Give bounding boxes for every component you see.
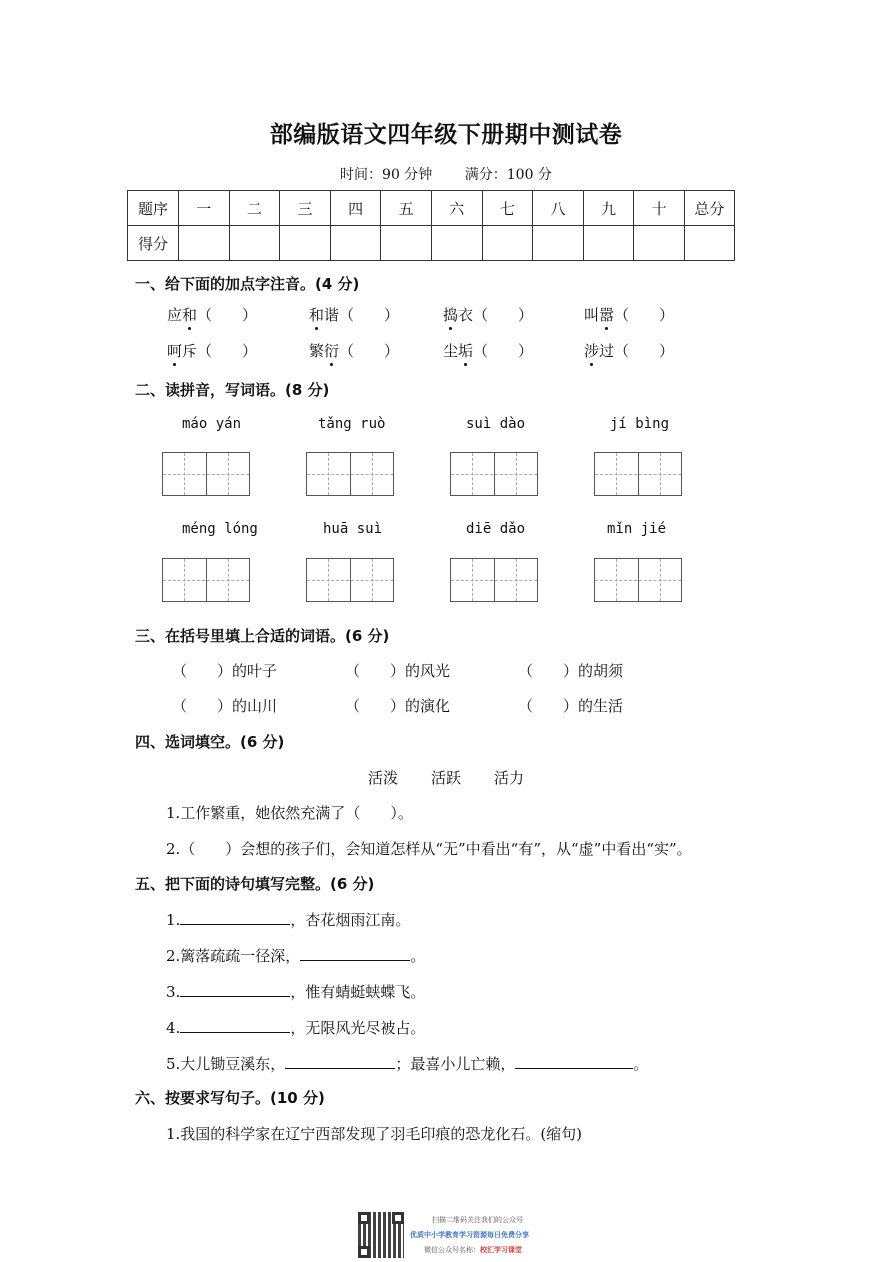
score-cell[interactable] [330,226,381,261]
pinyin-annotation-item[interactable]: 应和（ ） [167,306,258,324]
poem-line: 2.篱落疏疏一径深， 。 [166,947,426,965]
tianzige-box[interactable] [162,558,250,602]
question-text: 1.工作繁重，她依然充满了（ ）。 [166,804,413,822]
dotted-character: 和 [309,306,325,324]
tianzige-box[interactable] [306,558,394,602]
dotted-character: 涉 [584,342,600,360]
fill-phrase[interactable]: （ ）的生活 [518,697,624,715]
dotted-character: 垢 [458,342,474,360]
answer-blank[interactable] [180,1018,290,1033]
score-table-header-cell: 六 [431,191,482,226]
exam-info [0,164,892,184]
score-table-header-cell: 十 [634,191,685,226]
word-choice: 活泼 [368,769,399,787]
pinyin-label: diē dǎo [466,521,526,537]
fill-phrase[interactable]: （ ）的山川 [172,697,278,715]
footer-promo-text: 优质中小学教育学习资源每日免费分享 [410,1231,529,1239]
pinyin-label: huā suì [323,521,383,537]
tianzige-box[interactable] [594,558,682,602]
fill-phrase[interactable]: （ ）的胡须 [518,662,624,680]
poem-line: 3. ，惟有蜻蜓蛱蝶飞。 [166,983,426,1001]
pinyin-annotation-item[interactable]: 捣衣（ ） [443,306,534,324]
word-choice: 活跃 [431,769,462,787]
dotted-character: 捣 [443,306,459,324]
dotted-character: 嚣 [599,306,615,324]
pinyin-label: mǐn jié [607,521,667,537]
footer-account: 微信公众号名称：校汇学习课堂 [424,1246,522,1254]
section-6-heading: 六、按要求写句子。(10 分) [135,1089,325,1107]
score-cell[interactable] [583,226,634,261]
score-table-header-cell: 七 [482,191,533,226]
footer-scan-text: 扫描二维码关注我们的公众号 [432,1216,523,1224]
score-row-label: 得分 [128,226,179,261]
fill-phrase[interactable]: （ ）的演化 [345,697,451,715]
fill-phrase[interactable]: （ ）的叶子 [172,662,278,680]
question-text: 1.我国的科学家在辽宁西部发现了羽毛印痕的恐龙化石。(缩句) [166,1125,583,1143]
score-cell[interactable] [280,226,331,261]
score-cell[interactable] [381,226,432,261]
page-title: 部编版语文四年级下册期中测试卷 [269,122,623,148]
score-table-score-row [128,226,735,261]
score-table-header-cell: 八 [533,191,584,226]
section-1-heading: 一、给下面的加点字注音。(4 分) [135,275,360,293]
pinyin-annotation-item[interactable]: 繁衍（ ） [309,342,400,360]
section-5-heading: 五、把下面的诗句填写完整。(6 分) [135,875,375,893]
score-table-header-cell: 题序 [128,191,179,226]
tianzige-box[interactable] [450,452,538,496]
score-cell[interactable] [533,226,584,261]
tianzige-box[interactable] [594,452,682,496]
pinyin-label: tǎng ruò [318,416,386,432]
dotted-character: 呵 [167,342,183,360]
tianzige-box[interactable] [450,558,538,602]
qr-code-icon [358,1212,404,1258]
score-cell[interactable] [179,226,230,261]
exam-time: 时间：90 分钟 [340,167,433,183]
score-table-header-cell: 三 [280,191,331,226]
tianzige-box[interactable] [306,452,394,496]
question-text: 2.（ ）会想的孩子们，会知道怎样从“无”中看出“有”，从“虚”中看出“实”。 [166,840,692,858]
footer-account-name: 校汇学习课堂 [480,1246,522,1254]
poem-line: 5.大儿锄豆溪东， ；最喜小儿亡赖， 。 [166,1055,649,1073]
dotted-character: 衍 [324,342,340,360]
fill-phrase[interactable]: （ ）的风光 [345,662,451,680]
pinyin-label: máo yán [182,416,242,432]
score-table-header-cell: 四 [330,191,381,226]
exam-full-score: 满分：100 分 [464,167,552,183]
score-table-header-cell: 九 [583,191,634,226]
score-table-header-cell: 二 [229,191,280,226]
tianzige-box[interactable] [162,452,250,496]
section-2-heading: 二、读拼音，写词语。(8 分) [135,381,330,399]
pinyin-annotation-item[interactable]: 尘垢（ ） [443,342,534,360]
score-table-header-row [128,191,735,226]
score-cell[interactable] [229,226,280,261]
answer-blank[interactable] [300,946,410,961]
pinyin-label: jí bìng [610,416,670,432]
section-4-heading: 四、选词填空。(6 分) [135,733,285,751]
pinyin-annotation-item[interactable]: 涉过（ ） [584,342,675,360]
dotted-character: 和 [182,306,198,324]
answer-blank[interactable] [180,910,290,925]
score-cell[interactable] [482,226,533,261]
pinyin-annotation-item[interactable]: 和谐（ ） [309,306,400,324]
score-table-header-cell: 五 [381,191,432,226]
pinyin-label: méng lóng [182,521,258,537]
section-3-heading: 三、在括号里填上合适的词语。(6 分) [135,627,390,645]
answer-blank[interactable] [180,982,290,997]
score-cell[interactable] [634,226,685,261]
pinyin-annotation-item[interactable]: 叫嚣（ ） [584,306,675,324]
word-choice: 活力 [494,769,525,787]
pinyin-annotation-item[interactable]: 呵斥（ ） [167,342,258,360]
score-table [127,190,735,261]
score-table-header-cell: 一 [179,191,230,226]
score-cell[interactable] [431,226,482,261]
poem-line: 1. ，杏花烟雨江南。 [166,911,411,929]
score-cell[interactable] [684,226,734,261]
answer-blank[interactable] [285,1054,395,1069]
pinyin-label: suì dào [466,416,526,432]
answer-blank[interactable] [515,1054,633,1069]
score-table-header-cell: 总分 [684,191,734,226]
poem-line: 4. ，无限风光尽被占。 [166,1019,426,1037]
